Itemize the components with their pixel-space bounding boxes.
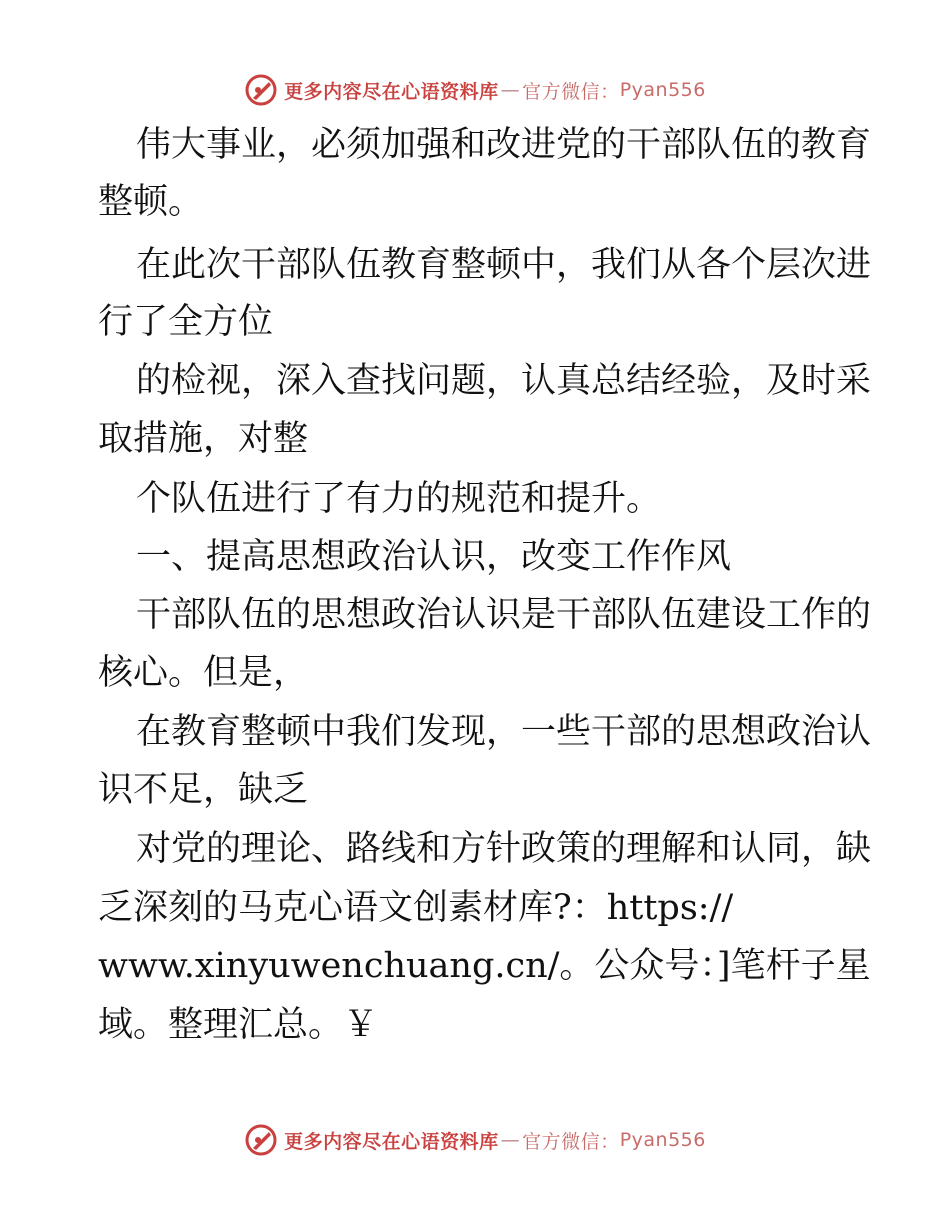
- header-watermark-banner: [0, 70, 950, 110]
- body-line: 个队伍进行了有力的规范和提升。: [136, 479, 662, 519]
- banner-wechat-id: Pyan556: [619, 79, 706, 101]
- banner-wechat-id: Pyan556: [619, 1129, 706, 1151]
- body-line: www.xinyuwenchuang.cn/。公众号：]笔杆子星: [98, 946, 871, 986]
- body-line: 整顿。: [98, 182, 204, 222]
- banner-title: 更多内容尽在心语资料库: [284, 1130, 499, 1153]
- footer-watermark-banner: [0, 1120, 950, 1160]
- body-line: 核心。但是，: [98, 653, 309, 693]
- body-line: 在此次干部队伍教育整顿中，我们从各个层次进: [136, 245, 872, 285]
- body-line: 乏深刻的马克心语文创素材库?：https://: [98, 888, 734, 928]
- body-line: 在教育整顿中我们发现，一些干部的思想政治认: [136, 712, 872, 752]
- quill-logo-icon: [244, 73, 278, 107]
- body-line: 干部队伍的思想政治认识是干部队伍建设工作的: [136, 595, 872, 635]
- section-heading: 一、提高思想政治认识，改变工作作风: [136, 537, 732, 577]
- body-line: 伟大事业，必须加强和改进党的干部队伍的教育: [136, 125, 872, 165]
- body-line: 对党的理论、路线和方针政策的理解和认同，缺: [136, 829, 872, 869]
- body-line: 识不足，缺乏: [98, 770, 309, 810]
- banner-contact-label: 官方微信：: [522, 80, 620, 103]
- body-line: 的检视，深入查找问题，认真总结经验，及时采: [136, 361, 872, 401]
- banner-dash: —: [500, 79, 521, 101]
- body-line: 取措施，对整: [98, 419, 309, 459]
- body-line: 域。整理汇总。￥: [98, 1005, 379, 1045]
- banner-contact-label: 官方微信：: [522, 1130, 620, 1153]
- banner-title: 更多内容尽在心语资料库: [284, 80, 499, 103]
- body-line: 行了全方位: [98, 302, 274, 342]
- banner-dash: —: [500, 1129, 521, 1151]
- quill-logo-icon: [244, 1123, 278, 1157]
